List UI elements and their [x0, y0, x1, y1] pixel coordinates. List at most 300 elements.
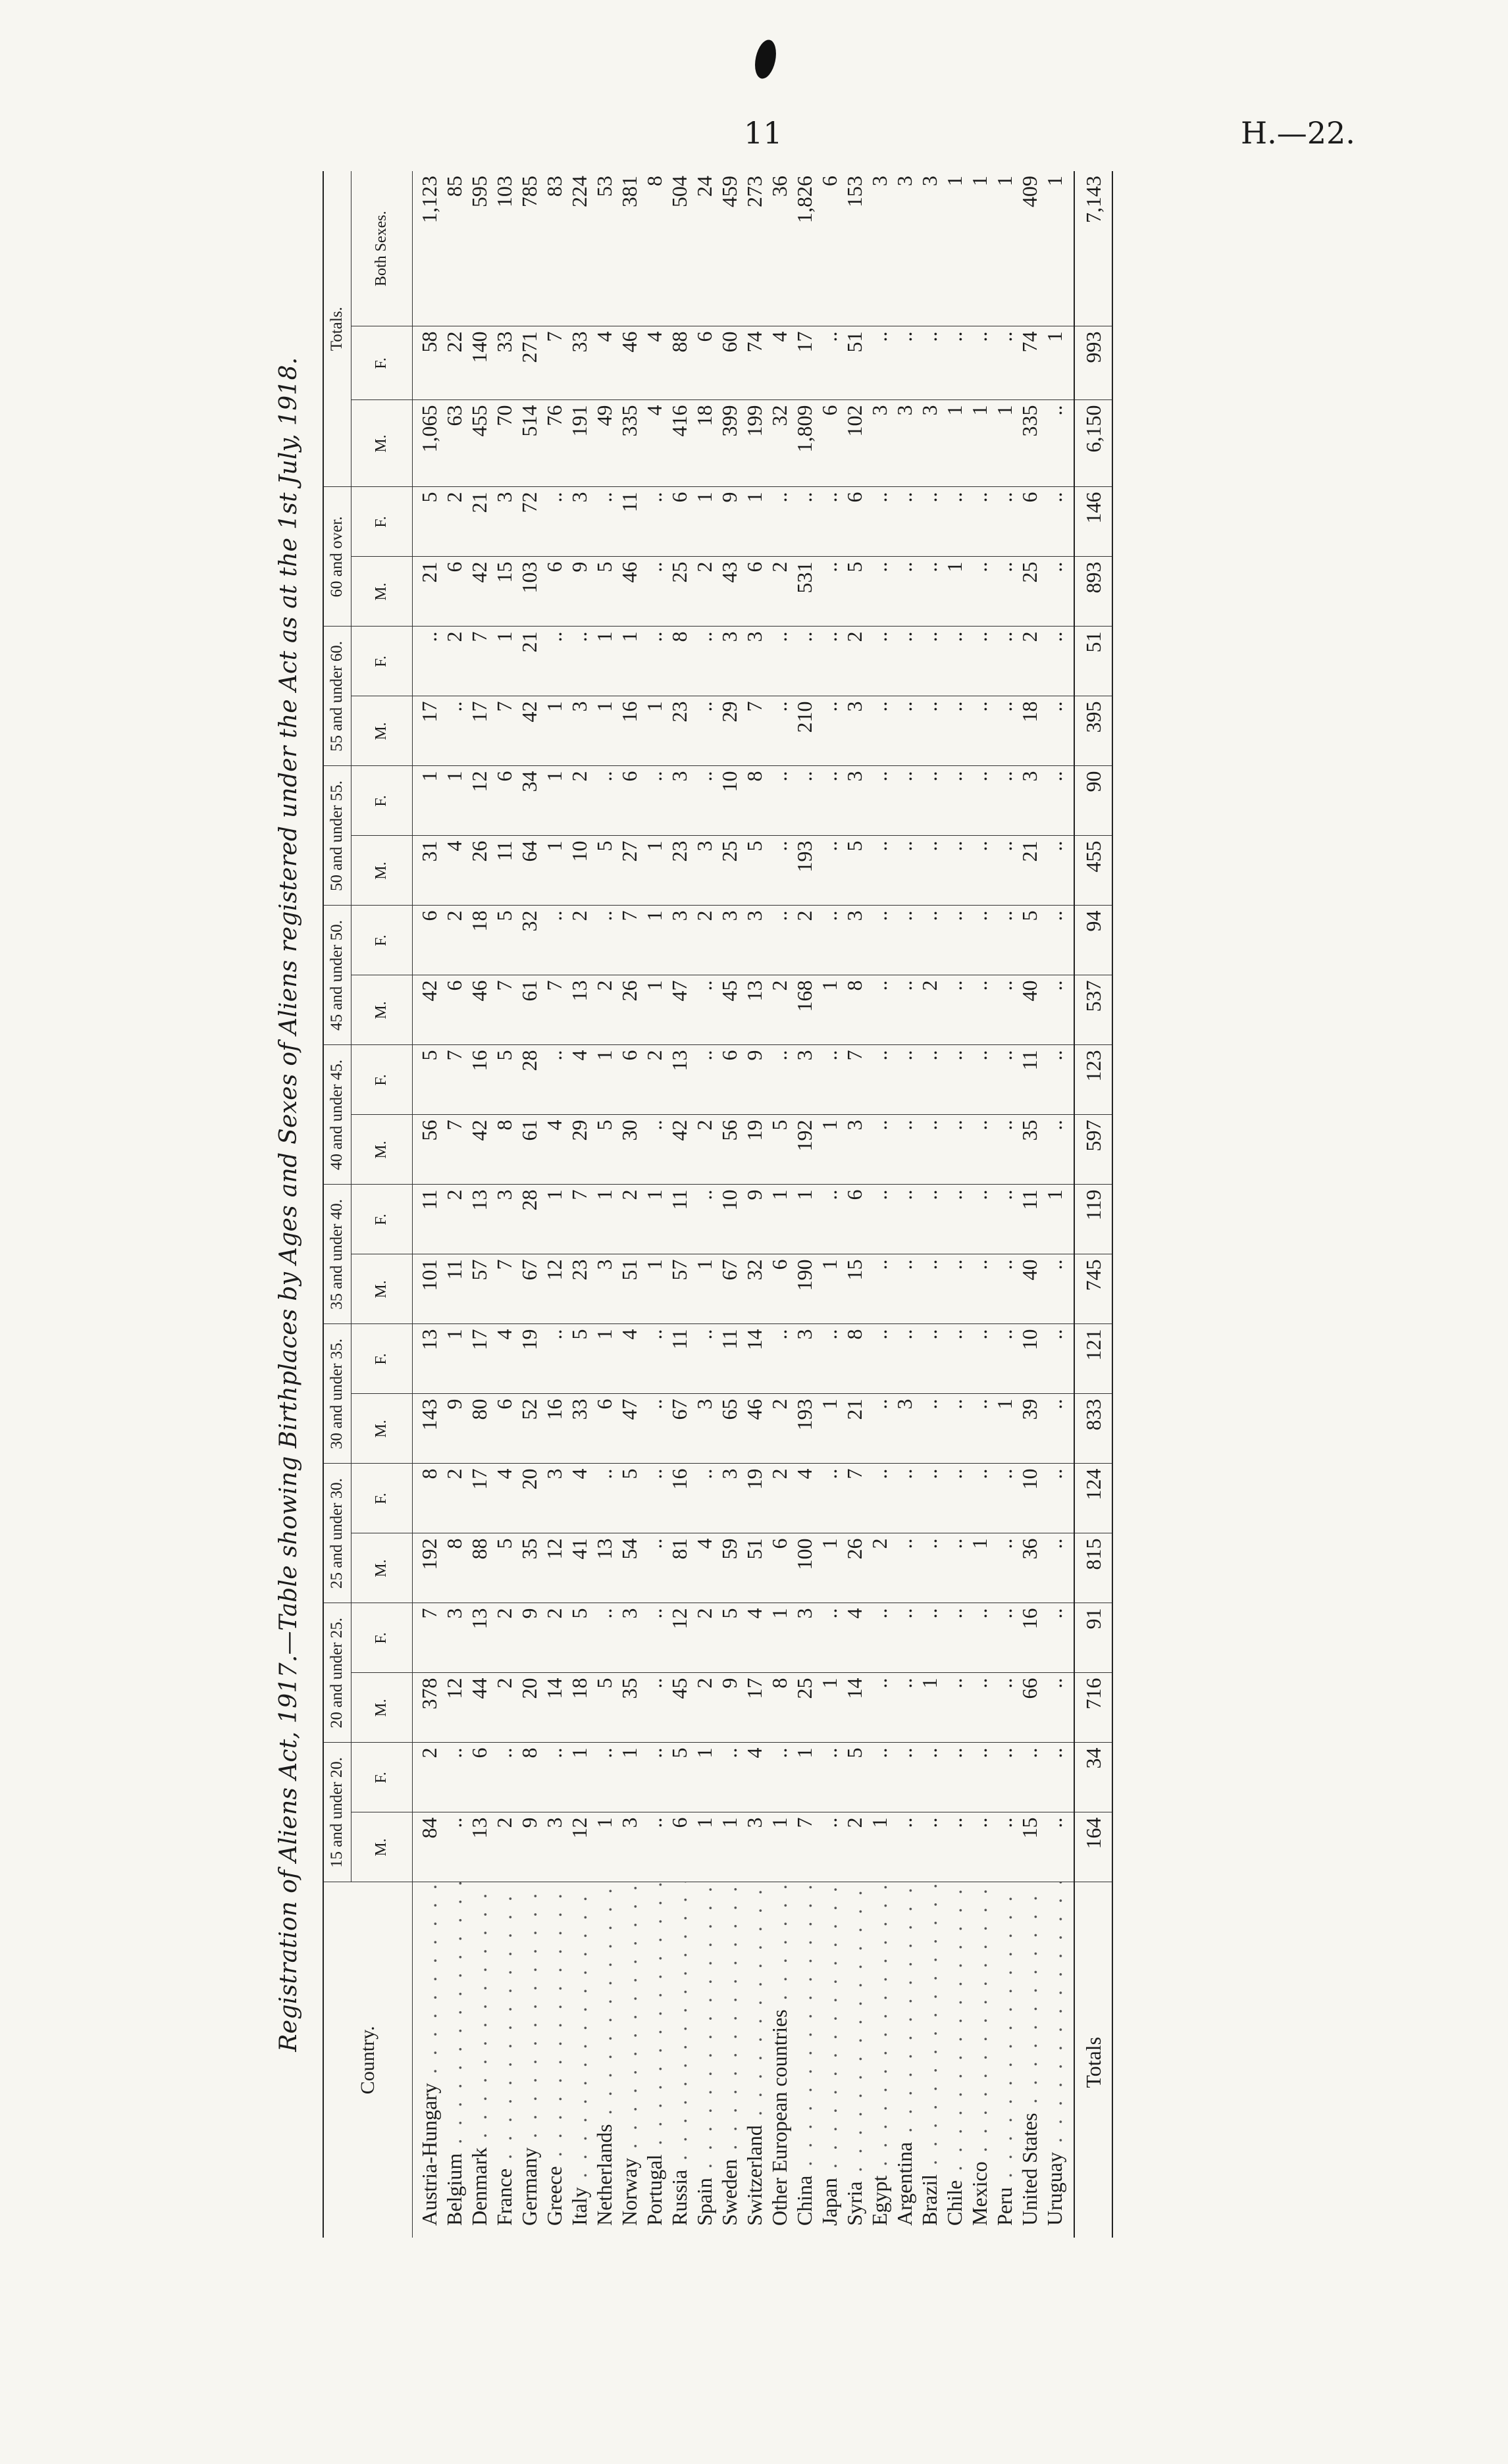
table-cell: 3	[542, 1812, 567, 1882]
table-cell: ..	[867, 1045, 892, 1115]
table-row	[1042, 171, 1074, 2238]
table-cell: 42	[667, 1115, 692, 1185]
table-cell: 1	[742, 487, 767, 557]
table-cell: ..	[817, 627, 842, 696]
table-cell: 1	[942, 171, 967, 326]
table-cell: ..	[942, 1045, 967, 1115]
table-cell: ..	[917, 1324, 942, 1394]
table-cell: 34	[517, 766, 542, 836]
table-cell: 1	[1042, 326, 1074, 400]
table-cell: 1	[592, 1812, 617, 1882]
table-cell: 2	[442, 1464, 467, 1533]
table-cell: 3	[892, 1394, 917, 1464]
table-cell: 1	[592, 627, 617, 696]
table-cell: 8	[492, 1115, 517, 1185]
table-cell: 64	[517, 836, 542, 906]
table-cell: ..	[642, 1673, 667, 1743]
table-cell: ..	[592, 487, 617, 557]
table-cell: 14	[542, 1673, 567, 1743]
table-cell: ..	[942, 696, 967, 766]
table-cell: ..	[817, 1743, 842, 1812]
table-cell: ..	[992, 487, 1017, 557]
table-cell: 7	[567, 1185, 592, 1254]
table-cell: 1	[542, 836, 567, 906]
table-cell: ..	[942, 627, 967, 696]
table-cell: 19	[742, 1115, 767, 1185]
table-cell: 61	[517, 1115, 542, 1185]
column-header-m: M.	[351, 696, 412, 766]
table-cell: 81	[667, 1533, 692, 1603]
table-cell: 25	[717, 836, 742, 906]
table-cell: 36	[1017, 1533, 1042, 1603]
country-name: Italy . . .	[567, 1882, 592, 2238]
table-cell: 3	[892, 400, 917, 487]
table-cell: 2	[692, 1603, 717, 1673]
table-cell: 83	[542, 171, 567, 326]
table-cell: 210	[792, 696, 817, 766]
table-cell: ..	[792, 766, 817, 836]
table-cell: 8	[412, 1464, 442, 1533]
table-cell: 3	[867, 171, 892, 326]
table-cell: 5	[767, 1115, 792, 1185]
column-header-f: F.	[351, 1464, 412, 1533]
totals-cell: 395	[1074, 696, 1112, 766]
table-cell: ..	[642, 1115, 667, 1185]
table-cell: 1	[817, 1254, 842, 1324]
table-cell: 3	[567, 487, 592, 557]
totals-cell: 745	[1074, 1254, 1112, 1324]
table-cell: ..	[967, 1673, 992, 1743]
table-cell: ..	[892, 1812, 917, 1882]
table-cell: 1	[792, 1185, 817, 1254]
table-cell: ..	[1042, 906, 1074, 975]
table-cell: ..	[412, 627, 442, 696]
column-header-both: Both Sexes.	[351, 171, 412, 326]
table-cell: 3	[617, 1812, 642, 1882]
table-cell: 1	[817, 1115, 842, 1185]
country-name: Mexico . . .	[967, 1882, 992, 2238]
table-cell: 80	[467, 1394, 492, 1464]
table-cell: 12	[442, 1673, 467, 1743]
table-cell: 2	[767, 1394, 792, 1464]
table-cell: 2	[567, 906, 592, 975]
table-cell: 11	[442, 1254, 467, 1324]
table-cell: ..	[892, 627, 917, 696]
totals-cell: 94	[1074, 906, 1112, 975]
table-cell: 102	[842, 400, 867, 487]
table-row	[692, 171, 717, 2238]
table-cell: ..	[442, 1743, 467, 1812]
column-header-m: M.	[351, 836, 412, 906]
table-cell: 40	[1017, 975, 1042, 1045]
table-cell: ..	[442, 1812, 467, 1882]
table-cell: ..	[867, 1254, 892, 1324]
table-cell: 2	[792, 906, 817, 975]
table-cell: 7	[792, 1812, 817, 1882]
table-cell: 42	[467, 1115, 492, 1185]
table-cell: ..	[817, 1464, 842, 1533]
column-header-m: M.	[351, 1115, 412, 1185]
table-cell: ..	[817, 557, 842, 627]
table-cell: 4	[617, 1324, 642, 1394]
totals-cell: 146	[1074, 487, 1112, 557]
aliens-registration-table	[323, 171, 1113, 2238]
table-cell: ..	[767, 627, 792, 696]
table-cell: 9	[717, 1673, 742, 1743]
column-header-age-group: 45 and under 50.	[323, 906, 351, 1045]
totals-cell: 815	[1074, 1533, 1112, 1603]
table-cell: 2	[442, 1185, 467, 1254]
table-cell: ..	[917, 1743, 942, 1812]
table-cell: 1	[692, 1812, 717, 1882]
table-cell: 1,809	[792, 400, 817, 487]
table-cell: ..	[942, 1394, 967, 1464]
table-cell: 7	[412, 1603, 442, 1673]
table-cell: ..	[992, 1185, 1017, 1254]
table-cell: ..	[1042, 1045, 1074, 1115]
table-cell: 7	[542, 326, 567, 400]
table-row	[667, 171, 692, 2238]
table-cell: 1	[767, 1603, 792, 1673]
table-cell: 193	[792, 836, 817, 906]
table-cell: 6	[617, 766, 642, 836]
country-name: Spain . . .	[692, 1882, 717, 2238]
table-cell: 3	[742, 627, 767, 696]
table-cell: 3	[617, 1603, 642, 1673]
table-cell: 28	[517, 1045, 542, 1115]
table-cell: 6	[817, 171, 842, 326]
table-cell: 8	[842, 1324, 867, 1394]
table-cell: 53	[592, 171, 617, 326]
country-name: Russia . . .	[667, 1882, 692, 2238]
table-cell: 5	[1017, 906, 1042, 975]
table-row	[917, 171, 942, 2238]
table-cell: ..	[967, 696, 992, 766]
table-cell: 17	[467, 1324, 492, 1394]
table-cell: ..	[1042, 1115, 1074, 1185]
table-cell: 5	[412, 487, 442, 557]
table-cell: ..	[992, 1533, 1017, 1603]
table-cell: 4	[492, 1464, 517, 1533]
table-cell: 13	[412, 1324, 442, 1394]
table-cell: ..	[642, 627, 667, 696]
table-cell: ..	[1042, 975, 1074, 1045]
column-header-m: M.	[351, 557, 412, 627]
totals-cell: 537	[1074, 975, 1112, 1045]
table-cell: 7	[492, 975, 517, 1045]
table-cell: 1	[642, 696, 667, 766]
table-cell: 3	[792, 1324, 817, 1394]
table-cell: ..	[542, 1743, 567, 1812]
table-cell: ..	[992, 1254, 1017, 1324]
table-cell: 26	[467, 836, 492, 906]
table-cell: ..	[817, 1812, 842, 1882]
table-cell: ..	[542, 1324, 567, 1394]
table-cell: ..	[867, 696, 892, 766]
table-cell: 1	[567, 1743, 592, 1812]
table-cell: ..	[817, 1324, 842, 1394]
table-cell: 7	[742, 696, 767, 766]
table-cell: 19	[742, 1464, 767, 1533]
table-cell: ..	[817, 1045, 842, 1115]
table-cell: 3	[442, 1603, 467, 1673]
table-cell: ..	[992, 696, 1017, 766]
table-cell: 4	[542, 1115, 567, 1185]
table-cell: 1	[592, 696, 617, 766]
table-cell: ..	[917, 906, 942, 975]
country-name: Uruguay . . .	[1042, 1882, 1074, 2238]
table-cell: 5	[412, 1045, 442, 1115]
country-name: Austria-Hungary . . .	[412, 1882, 442, 2238]
table-cell: 42	[467, 557, 492, 627]
table-cell: 1	[412, 766, 442, 836]
table-cell: ..	[942, 906, 967, 975]
rotated-page-body	[263, 171, 1508, 2238]
table-cell: 531	[792, 557, 817, 627]
table-cell: 2	[442, 627, 467, 696]
table-cell: ..	[592, 766, 617, 836]
column-header-age-group: 15 and under 20.	[323, 1743, 351, 1882]
table-cell: ..	[542, 627, 567, 696]
table-cell: 5	[492, 1533, 517, 1603]
table-cell: 3	[692, 836, 717, 906]
table-cell: 504	[667, 171, 692, 326]
table-cell: 35	[1017, 1115, 1042, 1185]
column-header-f: F.	[351, 1603, 412, 1673]
column-header-f: F.	[351, 1185, 412, 1254]
table-cell: 7	[467, 627, 492, 696]
table-cell: 100	[792, 1533, 817, 1603]
table-cell: 378	[412, 1673, 442, 1743]
table-cell: 3	[492, 487, 517, 557]
table-cell: 1	[992, 400, 1017, 487]
table-cell: 6	[412, 906, 442, 975]
country-name: Japan . . .	[817, 1882, 842, 2238]
table-cell: 1	[967, 171, 992, 326]
table-cell: 46	[467, 975, 492, 1045]
table-cell: 19	[517, 1324, 542, 1394]
table-cell: 785	[517, 171, 542, 326]
table-cell: ..	[967, 836, 992, 906]
table-cell: 51	[842, 326, 867, 400]
table-cell: 101	[412, 1254, 442, 1324]
table-cell: 1	[642, 1254, 667, 1324]
table-cell: 11	[617, 487, 642, 557]
table-cell: 11	[1017, 1185, 1042, 1254]
column-header-age-group: 40 and under 45.	[323, 1045, 351, 1185]
table-cell: 193	[792, 1394, 817, 1464]
table-cell: 6	[667, 487, 692, 557]
table-cell: 12	[567, 1812, 592, 1882]
country-name: Chile . . .	[942, 1882, 967, 2238]
table-cell: 17	[792, 326, 817, 400]
table-cell: 199	[742, 400, 767, 487]
table-cell: ..	[942, 1115, 967, 1185]
table-cell: 6	[692, 326, 717, 400]
table-cell: ..	[892, 1673, 917, 1743]
table-cell: ..	[992, 1812, 1017, 1882]
table-cell: 1	[817, 1394, 842, 1464]
table-cell: 7	[442, 1045, 467, 1115]
table-cell: 25	[1017, 557, 1042, 627]
table-cell: 74	[1017, 326, 1042, 400]
table-cell: 381	[617, 171, 642, 326]
table-cell: ..	[1042, 487, 1074, 557]
table-cell: 57	[467, 1254, 492, 1324]
table-cell: 17	[412, 696, 442, 766]
table-cell: 16	[667, 1464, 692, 1533]
table-row	[467, 171, 492, 2238]
table-cell: 23	[567, 1254, 592, 1324]
table-cell: 1	[642, 906, 667, 975]
table-cell: 11	[667, 1185, 692, 1254]
table-cell: ..	[542, 1045, 567, 1115]
table-cell: ..	[1042, 557, 1074, 627]
table-cell: 1	[692, 1743, 717, 1812]
table-cell: 1	[592, 1185, 617, 1254]
table-cell: 416	[667, 400, 692, 487]
table-cell: 335	[1017, 400, 1042, 487]
table-cell: ..	[892, 975, 917, 1045]
table-cell: 6	[492, 1394, 517, 1464]
table-cell: 1	[442, 1324, 467, 1394]
totals-cell: 455	[1074, 836, 1112, 906]
table-cell: 32	[517, 906, 542, 975]
table-cell: 76	[542, 400, 567, 487]
report-reference: H.—22.	[1241, 115, 1355, 151]
table-cell: 35	[517, 1533, 542, 1603]
table-cell: 8	[442, 1533, 467, 1603]
table-cell: ..	[867, 1115, 892, 1185]
column-header-m: M.	[351, 1254, 412, 1324]
column-header-m: M.	[351, 1533, 412, 1603]
table-cell: 25	[792, 1673, 817, 1743]
table-cell: 7	[542, 975, 567, 1045]
table-cell: 17	[467, 1464, 492, 1533]
table-cell: 13	[467, 1603, 492, 1673]
table-cell: 3	[667, 906, 692, 975]
table-cell: 56	[412, 1115, 442, 1185]
table-cell: ..	[642, 766, 667, 836]
table-cell: ..	[892, 487, 917, 557]
table-cell: ..	[692, 1045, 717, 1115]
table-cell: ..	[917, 1115, 942, 1185]
table-cell: ..	[942, 1812, 967, 1882]
table-cell: ..	[817, 1603, 842, 1673]
table-cell: 16	[617, 696, 642, 766]
table-cell: 3	[692, 1394, 717, 1464]
table-cell: 2	[767, 975, 792, 1045]
table-cell: ..	[492, 1743, 517, 1812]
column-header-f: F.	[351, 326, 412, 400]
table-cell: 2	[692, 1115, 717, 1185]
table-cell: 273	[742, 171, 767, 326]
table-cell: 42	[517, 696, 542, 766]
country-name: Peru . . .	[992, 1882, 1017, 2238]
country-name: Syria . . .	[842, 1882, 867, 2238]
table-cell: ..	[1042, 1254, 1074, 1324]
totals-label: Totals	[1074, 1882, 1112, 2238]
table-cell: 27	[617, 836, 642, 906]
table-cell: 4	[742, 1603, 767, 1673]
table-cell: 5	[842, 836, 867, 906]
table-cell: 6	[467, 1743, 492, 1812]
table-row	[967, 171, 992, 2238]
table-cell: 4	[592, 326, 617, 400]
table-cell: 18	[567, 1673, 592, 1743]
table-cell: 8	[667, 627, 692, 696]
table-cell: 2	[542, 1603, 567, 1673]
country-name: France . . .	[492, 1882, 517, 2238]
table-row	[892, 171, 917, 2238]
table-row	[742, 171, 767, 2238]
country-name: Norway . . .	[617, 1882, 642, 2238]
table-cell: 11	[1017, 1045, 1042, 1115]
table-cell: ..	[767, 1743, 792, 1812]
totals-cell: 90	[1074, 766, 1112, 836]
table-cell: ..	[967, 326, 992, 400]
table-cell: 3	[742, 1812, 767, 1882]
table-cell: ..	[867, 487, 892, 557]
country-name: Netherlands . . .	[592, 1882, 617, 2238]
table-row	[767, 171, 792, 2238]
table-cell: ..	[992, 1324, 1017, 1394]
table-cell: 1	[767, 1812, 792, 1882]
table-cell: ..	[867, 906, 892, 975]
table-cell: ..	[867, 1394, 892, 1464]
table-cell: ..	[967, 1743, 992, 1812]
table-cell: ..	[917, 1812, 942, 1882]
table-cell: 32	[742, 1254, 767, 1324]
table-cell: 7	[842, 1464, 867, 1533]
column-header-age-group: 35 and under 40.	[323, 1185, 351, 1324]
table-row	[842, 171, 867, 2238]
table-cell: ..	[992, 1464, 1017, 1533]
table-cell: 61	[517, 975, 542, 1045]
table-cell: 11	[412, 1185, 442, 1254]
table-cell: 9	[742, 1045, 767, 1115]
table-cell: 168	[792, 975, 817, 1045]
table-cell: 13	[567, 975, 592, 1045]
table-cell: 9	[442, 1394, 467, 1464]
table-cell: 6	[842, 1185, 867, 1254]
table-cell: 4	[792, 1464, 817, 1533]
table-cell: ..	[992, 906, 1017, 975]
table-cell: 1	[717, 1812, 742, 1882]
totals-cell: 716	[1074, 1673, 1112, 1743]
column-header-m: M.	[351, 1812, 412, 1882]
table-cell: 2	[842, 627, 867, 696]
table-cell: 1	[692, 1254, 717, 1324]
table-cell: 8	[767, 1673, 792, 1743]
table-cell: 13	[592, 1533, 617, 1603]
table-cell: 192	[792, 1115, 817, 1185]
table-cell: ..	[917, 1533, 942, 1603]
table-cell: 6	[542, 557, 567, 627]
table-cell: ..	[767, 696, 792, 766]
table-cell: ..	[892, 906, 917, 975]
table-cell: 39	[1017, 1394, 1042, 1464]
table-cell: 2	[642, 1045, 667, 1115]
table-cell: 2	[492, 1673, 517, 1743]
table-cell: 47	[667, 975, 692, 1045]
table-cell: ..	[642, 1394, 667, 1464]
table-cell: 40	[1017, 1254, 1042, 1324]
table-cell: 103	[517, 557, 542, 627]
table-cell: 1	[817, 975, 842, 1045]
table-cell: 5	[592, 557, 617, 627]
table-cell: 31	[412, 836, 442, 906]
